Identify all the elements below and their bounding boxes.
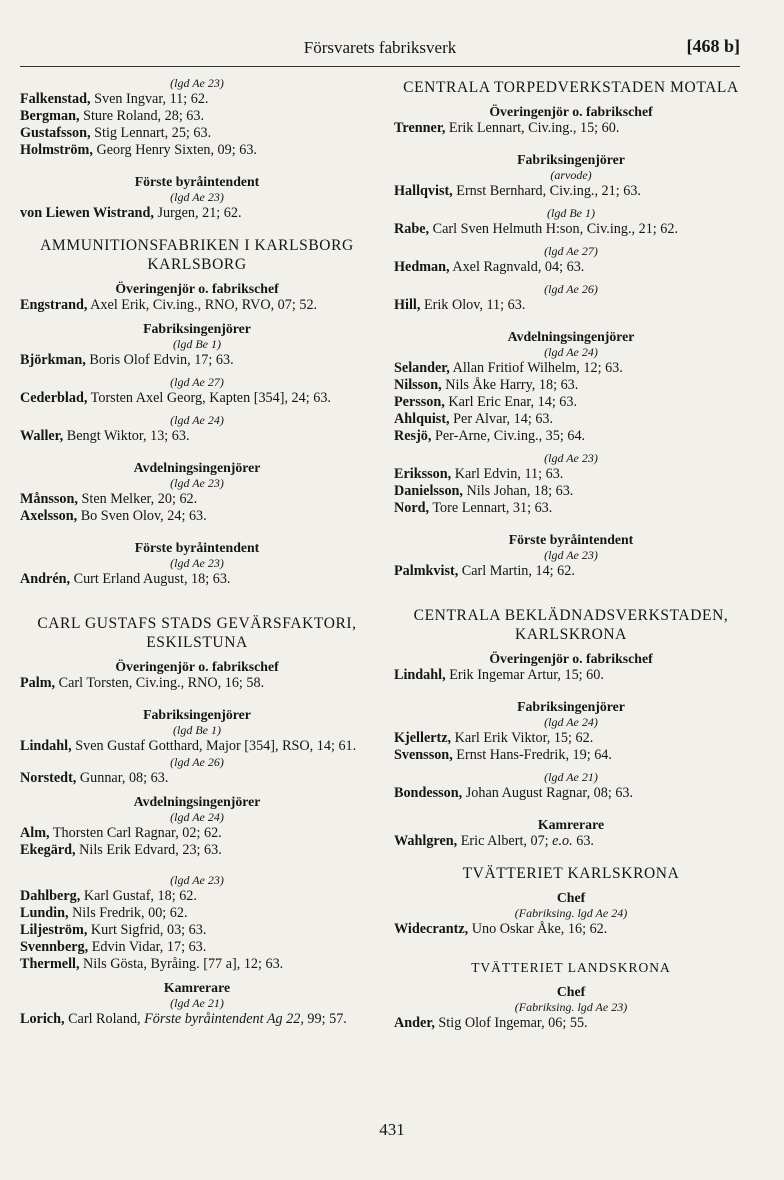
salary-grade: (lgd Ae 21): [544, 770, 598, 784]
right-column: [394, 76, 748, 1032]
person-surname: Holmström,: [20, 142, 93, 158]
role-heading: Avdelningsingenjörer: [133, 794, 261, 809]
role-heading: Överingenjör o. fabrikschef: [489, 104, 653, 119]
person-details: Nils Gösta, Byråing. [77 a], 12; 63.: [79, 956, 284, 972]
person-details: Jurgen, 21; 62.: [153, 205, 242, 221]
personnel-entry: [394, 377, 748, 394]
person-surname: Lindahl,: [394, 667, 446, 683]
personnel-entry: [20, 675, 374, 692]
salary-grade: (lgd Ae 27): [544, 244, 598, 258]
salary-grade: (lgd Ae 23): [170, 190, 224, 204]
person-details: Carl Roland,: [64, 1011, 145, 1027]
personnel-entry: [20, 939, 374, 956]
person-surname: Widecrantz,: [394, 921, 469, 937]
personnel-entry: [20, 825, 374, 842]
person-surname: Ahlquist,: [394, 411, 450, 427]
running-title: Försvarets fabriksverk: [303, 38, 457, 57]
personnel-entry: [20, 842, 374, 859]
person-details: Ernst Bernhard, Civ.ing., 21; 63.: [452, 183, 641, 199]
person-surname: Palmkvist,: [394, 563, 459, 579]
role-heading: Fabriksingenjörer: [143, 321, 251, 336]
salary-grade: (lgd Be 1): [173, 337, 221, 351]
person-surname: Rabe,: [394, 221, 430, 237]
role-heading: Avdelningsingenjörer: [133, 460, 261, 475]
role-heading: Kamrerare: [163, 980, 231, 995]
personnel-entry: [20, 491, 374, 508]
person-note: Förste byråintendent Ag 22,: [144, 1011, 304, 1027]
person-surname: von Liewen Wistrand,: [20, 205, 154, 221]
role-heading: Fabriksingenjörer: [143, 707, 251, 722]
personnel-entry: [394, 297, 748, 314]
role-heading: Överingenjör o. fabrikschef: [115, 659, 279, 674]
salary-grade: (lgd Be 1): [173, 723, 221, 737]
person-details: Karl Eric Enar, 14; 63.: [444, 394, 578, 410]
personnel-entry: [394, 483, 748, 500]
person-surname: Trenner,: [394, 120, 446, 136]
person-details: Nils Fredrik, 00; 62.: [68, 905, 188, 921]
person-years: 99; 57.: [303, 1011, 347, 1027]
person-surname: Resjö,: [394, 428, 432, 444]
personnel-entry: [394, 411, 748, 428]
person-details: Tore Lennart, 31; 63.: [429, 500, 553, 516]
salary-grade: (lgd Ae 24): [170, 413, 224, 427]
person-details: Bengt Wiktor, 13; 63.: [63, 428, 190, 444]
person-details: Karl Erik Viktor, 15; 62.: [451, 730, 594, 746]
personnel-entry: [20, 91, 374, 108]
person-details: Sten Melker, 20; 62.: [77, 491, 198, 507]
person-surname: Waller,: [20, 428, 64, 444]
personnel-entry: [20, 390, 374, 407]
person-surname: Wahlgren,: [394, 833, 458, 849]
person-details: Georg Henry Sixten, 09; 63.: [92, 142, 257, 158]
personnel-entry: [394, 120, 748, 137]
personnel-entry: [20, 508, 374, 525]
person-details: Gunnar, 08; 63.: [76, 770, 169, 786]
role-heading: Förste byråintendent: [134, 540, 260, 555]
personnel-entry: [394, 667, 748, 684]
person-surname: Gustafsson,: [20, 125, 91, 141]
salary-grade: (lgd Ae 26): [544, 282, 598, 296]
person-surname: Danielsson,: [394, 483, 463, 499]
salary-grade: (Fabriksing. lgd Ae 24): [514, 906, 628, 920]
institution-heading: AMMUNITIONSFABRIKEN I KARLSBORG KARLSBORG: [40, 237, 354, 273]
person-details: Edvin Vidar, 17; 63.: [88, 939, 207, 955]
person-details: Erik Lennart, Civ.ing., 15; 60.: [445, 120, 620, 136]
person-details: Torsten Axel Georg, Kapten [354], 24; 63.: [87, 390, 331, 406]
institution-heading: CENTRALA BEKLÄDNADSVERKSTADEN, KARLSKRONA: [413, 607, 729, 643]
salary-grade: (lgd Be 1): [547, 206, 595, 220]
person-details: Nils Åke Harry, 18; 63.: [441, 377, 579, 393]
person-details: Bo Sven Olov, 24; 63.: [77, 508, 207, 524]
personnel-entry: [20, 428, 374, 445]
person-details: Karl Edvin, 11; 63.: [451, 466, 564, 482]
salary-grade: (lgd Ae 23): [170, 556, 224, 570]
role-heading: Avdelningsingenjörer: [507, 329, 635, 344]
person-details: Nils Erik Edvard, 23; 63.: [75, 842, 222, 858]
personnel-entry: [394, 500, 748, 517]
salary-grade: (lgd Ae 21): [170, 996, 224, 1010]
personnel-entry: [20, 888, 374, 905]
personnel-entry: [20, 956, 374, 973]
person-surname: Lindahl,: [20, 738, 72, 754]
personnel-entry: [394, 921, 748, 938]
role-heading: Överingenjör o. fabrikschef: [489, 651, 653, 666]
role-heading: Förste byråintendent: [134, 174, 260, 189]
personnel-entry: [394, 360, 748, 377]
person-details: Per-Arne, Civ.ing., 35; 64.: [431, 428, 586, 444]
person-details: Nils Johan, 18; 63.: [462, 483, 574, 499]
salary-grade: (arvode): [550, 168, 592, 182]
person-surname: Engstrand,: [20, 297, 88, 313]
person-details: Axel Ragnvald, 04; 63.: [449, 259, 585, 275]
person-details: Karl Gustaf, 18; 62.: [80, 888, 197, 904]
person-details: Boris Olof Edvin, 17; 63.: [85, 352, 234, 368]
person-details: Ernst Hans-Fredrik, 19; 64.: [452, 747, 612, 763]
person-details: Carl Torsten, Civ.ing., RNO, 16; 58.: [55, 675, 265, 691]
page-header: [20, 36, 740, 64]
personnel-entry: [20, 770, 374, 787]
person-surname: Svensson,: [394, 747, 453, 763]
person-surname: Dahlberg,: [20, 888, 81, 904]
person-surname: Persson,: [394, 394, 445, 410]
person-years: 63.: [572, 833, 594, 849]
person-surname: Kjellertz,: [394, 730, 452, 746]
personnel-entry: [20, 352, 374, 369]
salary-grade: (lgd Ae 24): [170, 810, 224, 824]
person-surname: Norstedt,: [20, 770, 77, 786]
personnel-entry: [20, 1011, 374, 1028]
salary-grade: (lgd Ae 26): [170, 755, 224, 769]
personnel-entry: [20, 738, 374, 755]
institution-heading: TVÄTTERIET KARLSKRONA: [462, 865, 680, 882]
salary-grade: (lgd Ae 23): [170, 76, 224, 90]
role-heading: Överingenjör o. fabrikschef: [115, 281, 279, 296]
salary-grade: (lgd Ae 24): [544, 715, 598, 729]
personnel-entry: [394, 221, 748, 238]
person-details: Carl Martin, 14; 62.: [458, 563, 575, 579]
personnel-entry: [394, 785, 748, 802]
salary-grade: (lgd Ae 23): [170, 873, 224, 887]
person-details: Erik Ingemar Artur, 15; 60.: [445, 667, 604, 683]
personnel-entry: [20, 142, 374, 159]
role-heading: Förste byråintendent: [508, 532, 634, 547]
person-surname: Andrén,: [20, 571, 71, 587]
person-surname: Svennberg,: [20, 939, 89, 955]
personnel-entry: [20, 108, 374, 125]
role-heading: Chef: [556, 984, 586, 999]
person-surname: Månsson,: [20, 491, 78, 507]
personnel-entry: [20, 297, 374, 314]
person-surname: Hedman,: [394, 259, 450, 275]
salary-grade: (lgd Ae 27): [170, 375, 224, 389]
person-details: Kurt Sigfrid, 03; 63.: [87, 922, 207, 938]
person-surname: Nord,: [394, 500, 430, 516]
personnel-entry: [394, 563, 748, 580]
person-surname: Lorich,: [20, 1011, 65, 1027]
person-surname: Bergman,: [20, 108, 80, 124]
header-rule: [20, 66, 740, 67]
personnel-entry: [20, 905, 374, 922]
person-details: Erik Olov, 11; 63.: [420, 297, 526, 313]
person-details: Sture Roland, 28; 63.: [79, 108, 205, 124]
personnel-entry: [394, 833, 748, 850]
salary-grade: (lgd Ae 23): [544, 548, 598, 562]
personnel-entry: [394, 466, 748, 483]
person-surname: Lundin,: [20, 905, 69, 921]
person-surname: Hill,: [394, 297, 421, 313]
personnel-entry: [20, 571, 374, 588]
person-surname: Falkenstad,: [20, 91, 91, 107]
person-surname: Eriksson,: [394, 466, 452, 482]
personnel-entry: [394, 183, 748, 200]
personnel-entry: [394, 259, 748, 276]
person-surname: Palm,: [20, 675, 56, 691]
section-reference: [468 b]: [686, 36, 740, 56]
person-surname: Ekegärd,: [20, 842, 76, 858]
person-surname: Selander,: [394, 360, 450, 376]
person-details: Stig Olof Ingemar, 06; 55.: [434, 1015, 588, 1031]
personnel-entry: [394, 428, 748, 445]
person-details: Stig Lennart, 25; 63.: [90, 125, 212, 141]
personnel-entry: [20, 125, 374, 142]
role-heading: Fabriksingenjörer: [517, 152, 625, 167]
person-surname: Nilsson,: [394, 377, 442, 393]
personnel-entry: [20, 922, 374, 939]
institution-heading: TVÄTTERIET LANDSKRONA: [471, 960, 671, 975]
person-note: e.o.: [552, 833, 573, 849]
person-surname: Björkman,: [20, 352, 86, 368]
person-surname: Cederblad,: [20, 390, 88, 406]
person-surname: Thermell,: [20, 956, 80, 972]
role-heading: Fabriksingenjörer: [517, 699, 625, 714]
salary-grade: (lgd Ae 23): [544, 451, 598, 465]
person-details: Uno Oskar Åke, 16; 62.: [468, 921, 608, 937]
personnel-entry: [394, 730, 748, 747]
left-column: [20, 76, 374, 1028]
person-details: Sven Gustaf Gotthard, Major [354], RSO, 14; 61.: [71, 738, 357, 754]
role-heading: Kamrerare: [537, 817, 605, 832]
person-surname: Bondesson,: [394, 785, 463, 801]
salary-grade: (lgd Ae 23): [170, 476, 224, 490]
person-details: Allan Fritiof Wilhelm, 12; 63.: [449, 360, 623, 376]
personnel-entry: [394, 1015, 748, 1032]
person-details: Curt Erland August, 18; 63.: [70, 571, 231, 587]
salary-grade: (Fabriksing. lgd Ae 23): [514, 1000, 628, 1014]
person-surname: Axelsson,: [20, 508, 78, 524]
personnel-entry: [394, 747, 748, 764]
person-details: Eric Albert, 07;: [457, 833, 553, 849]
person-details: Sven Ingvar, 11; 62.: [90, 91, 209, 107]
salary-grade: (lgd Ae 24): [544, 345, 598, 359]
person-surname: Alm,: [20, 825, 50, 841]
person-surname: Liljeström,: [20, 922, 88, 938]
personnel-entry: [20, 205, 374, 222]
person-details: Carl Sven Helmuth H:son, Civ.ing., 21; 62.: [429, 221, 679, 237]
institution-heading: CARL GUSTAFS STADS GEVÄRSFAKTORI, ESKILSTUNA: [37, 615, 357, 651]
person-details: Thorsten Carl Ragnar, 02; 62.: [49, 825, 222, 841]
person-surname: Hallqvist,: [394, 183, 453, 199]
role-heading: Chef: [556, 890, 586, 905]
page-number: 431: [379, 1120, 405, 1139]
person-details: Per Alvar, 14; 63.: [449, 411, 554, 427]
person-surname: Ander,: [394, 1015, 435, 1031]
institution-heading: CENTRALA TORPEDVERKSTADEN MOTALA: [403, 79, 739, 96]
person-details: Axel Erik, Civ.ing., RNO, RVO, 07; 52.: [87, 297, 318, 313]
personnel-entry: [394, 394, 748, 411]
person-details: Johan August Ragnar, 08; 63.: [462, 785, 634, 801]
